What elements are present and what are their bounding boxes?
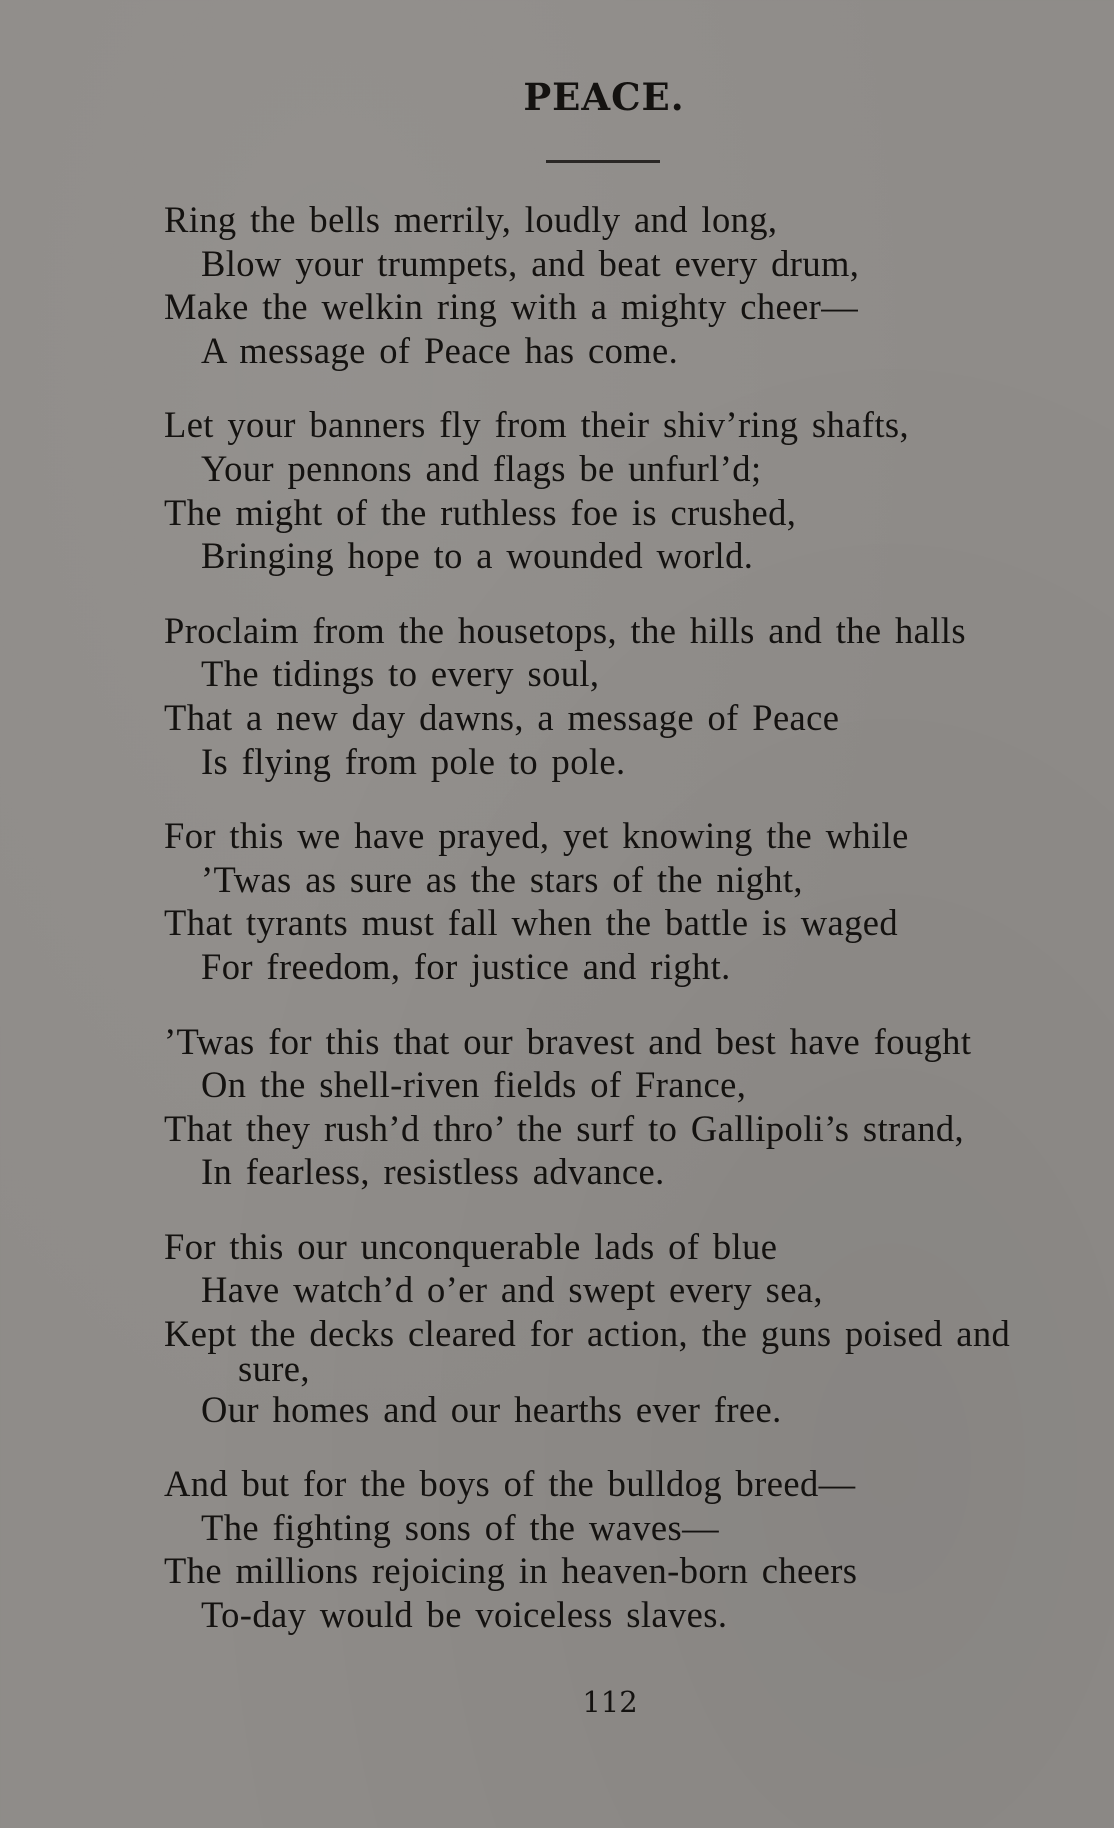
poem-line: ’Twas as sure as the stars of the night, — [201, 858, 803, 900]
page-number: 112 — [582, 1685, 638, 1719]
poem-line: On the shell-riven fields of France, — [201, 1064, 747, 1106]
poem-title: PEACE. — [523, 75, 685, 119]
poem-line: Have watch’d o’er and swept every sea, — [201, 1269, 823, 1311]
poem-line: For this our unconquerable lads of blue — [164, 1225, 778, 1267]
poem-line: Blow your trumpets, and beat every drum, — [201, 242, 860, 284]
poem-line: Proclaim from the housetops, the hills and the halls — [164, 609, 966, 651]
poem-line: In fearless, resistless advance. — [201, 1151, 665, 1193]
poem-body — [164, 198, 1064, 1668]
poem-line: The fighting sons of the waves— — [201, 1506, 719, 1548]
poem-line: That tyrants must fall when the battle is waged — [164, 902, 898, 944]
poem-line: Your pennons and flags be unfurl’d; — [201, 447, 762, 489]
stanza-6 — [164, 1225, 1064, 1431]
poem-line: Make the welkin ring with a mighty cheer— — [164, 286, 859, 328]
stanza-4 — [164, 814, 1064, 988]
poem-line: Is flying from pole to pole. — [201, 740, 626, 782]
stanza-7 — [164, 1462, 1064, 1636]
poem-line: A message of Peace has come. — [201, 329, 679, 371]
poem-line-continuation: sure, — [238, 1347, 310, 1389]
poem-line: Our homes and our hearths ever free. — [201, 1388, 782, 1430]
poem-line: The millions rejoicing in heaven-born cheers — [164, 1550, 858, 1592]
stanza-2 — [164, 403, 1064, 577]
poem-line: For freedom, for justice and right. — [201, 945, 731, 987]
poem-line: Kept the decks cleared for action, the guns poised and — [164, 1313, 1011, 1355]
poem-line: To-day would be voiceless slaves. — [201, 1594, 728, 1636]
poem-line: Ring the bells merrily, loudly and long, — [164, 199, 778, 240]
poem-line: Let your banners fly from their shiv’ring shafts, — [164, 404, 909, 446]
poem-line: For this we have prayed, yet knowing the while — [164, 815, 909, 857]
poem-line: That they rush’d thro’ the surf to Gallipoli’s strand, — [164, 1107, 965, 1149]
poem-line: And but for the boys of the bulldog breed— — [164, 1463, 856, 1505]
stanza-1 — [164, 198, 1064, 372]
poem-line: That a new day dawns, a message of Peace — [164, 696, 840, 738]
stanza-3 — [164, 609, 1064, 783]
poem-line: The tidings to every soul, — [201, 653, 600, 695]
stanza-5 — [164, 1020, 1064, 1194]
title-rule — [546, 160, 660, 163]
poem-line: The might of the ruthless foe is crushed, — [164, 491, 797, 533]
poem-line: ’Twas for this that our bravest and best have fought — [164, 1020, 972, 1062]
poem-line: Bringing hope to a wounded world. — [201, 535, 754, 577]
